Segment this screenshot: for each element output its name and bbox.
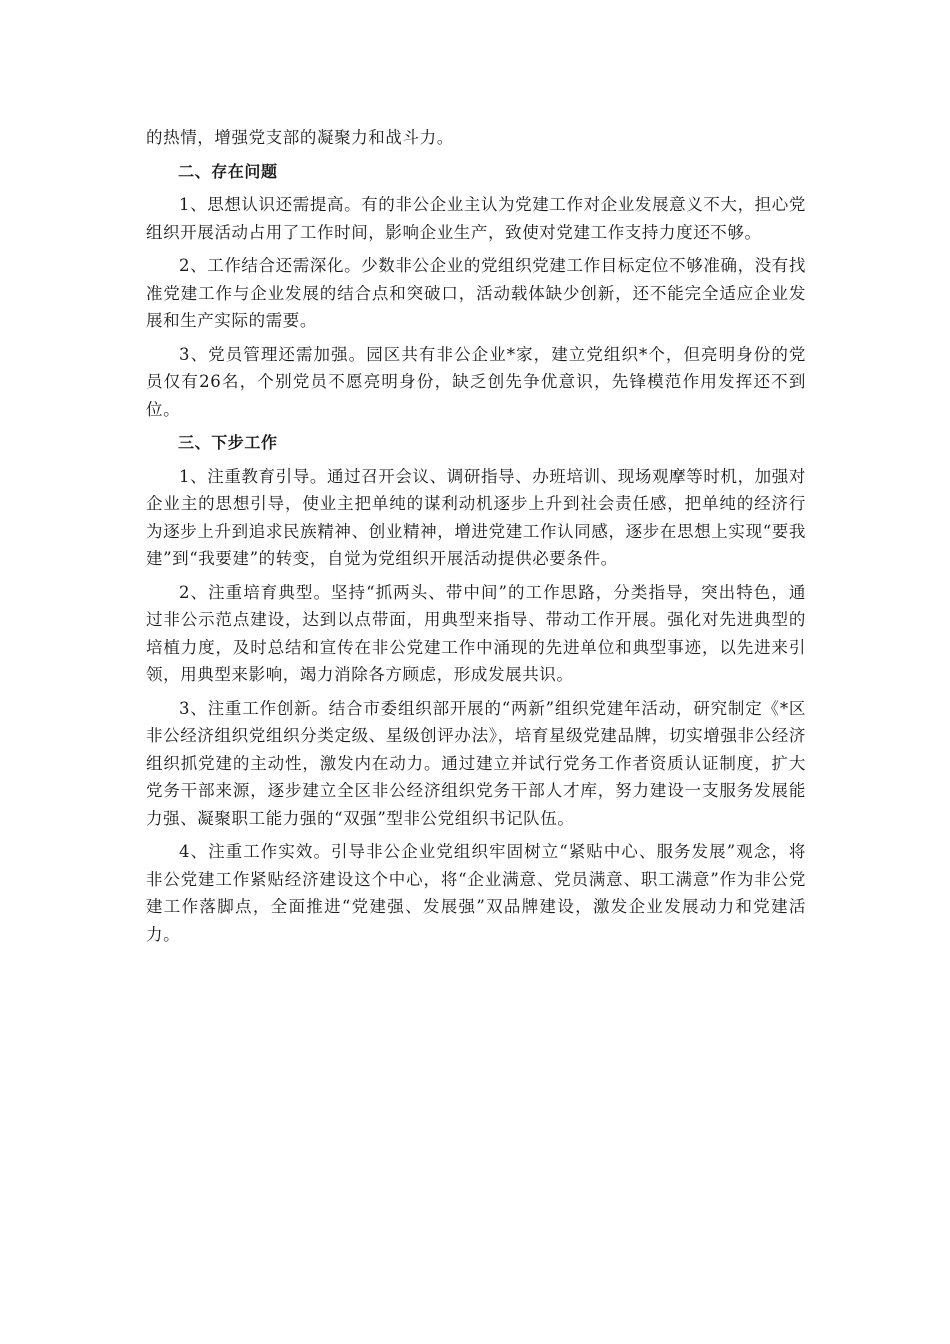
next-step-item-3: 3、注重工作创新。结合市委组织部开展的“两新”组织党建年活动，研究制定《*区非公经济组织党组织分类定级、星级创评办法》，培育星级党建品牌，切实增强非公经济组织抓党建的主动性，激发内在动力。通过建立并试行党务工作者资质认证制度，扩大党务干部来源，逐步建立全区非公经济组织党务干部人才库，努力建设一支服务发展能力强、凝聚职工能力强的“双强”型非公党组织书记队伍。 <box>146 698 806 828</box>
problem-item-3: 3、党员管理还需加强。园区共有非公企业*家，建立党组织*个，但亮明身份的党员仅有26名，个别党员不愿亮明身份，缺乏创先争优意识，先锋模范作用发挥还不到位。 <box>146 344 806 419</box>
next-step-item-1: 1、注重教育引导。通过召开会议、调研指导、办班培训、现场观摩等时机，加强对企业主的思想引导，使业主把单纯的谋利动机逐步上升到社会责任感，把单纯的经济行为逐步上升到追求民族精神、创业精神，增进党建工作认同感，逐步在思想上实现“要我建”到“我要建”的转变，自觉为党组织开展活动提供必要条件。 <box>146 466 806 568</box>
next-step-item-4: 4、注重工作实效。引导非公企业党组织牢固树立“紧贴中心、服务发展”观念，将非公党建工作紧贴经济建设这个中心，将“企业满意、党员满意、职工满意”作为非公党建工作落脚点，全面推进“党建强、发展强”双品牌建设，激发企业发展动力和党建活力。 <box>146 842 806 944</box>
section-heading-problems: 二、存在问题 <box>178 161 278 181</box>
problem-item-2: 2、工作结合还需深化。少数非公企业的党组织党建工作目标定位不够准确，没有找准党建工作与企业发展的结合点和突破口，活动载体缺少创新，还不能完全适应企业发展和生产实际的需要。 <box>146 256 806 330</box>
next-step-item-2: 2、注重培育典型。坚持“抓两头、带中间”的工作思路，分类指导，突出特色，通过非公示范点建设，达到以点带面，用典型来指导、带动工作开展。强化对先进典型的培植力度，及时总结和宣传在非公党建工作中涌现的先进单位和典型事迹，以先进来引领，用典型来影响，竭力消除各方顾虑，形成发展共识。 <box>146 582 806 684</box>
intro-continuation: 的热情，增强党支部的凝聚力和战斗力。 <box>146 128 454 147</box>
document-page <box>146 124 806 954</box>
section-heading-next-steps: 三、下步工作 <box>178 433 278 452</box>
problem-item-1: 1、思想认识还需提高。有的非公企业主认为党建工作对企业发展意义不大，担心党组织开展活动占用了工作时间，影响企业生产，致使对党建工作支持力度还不够。 <box>146 195 806 242</box>
